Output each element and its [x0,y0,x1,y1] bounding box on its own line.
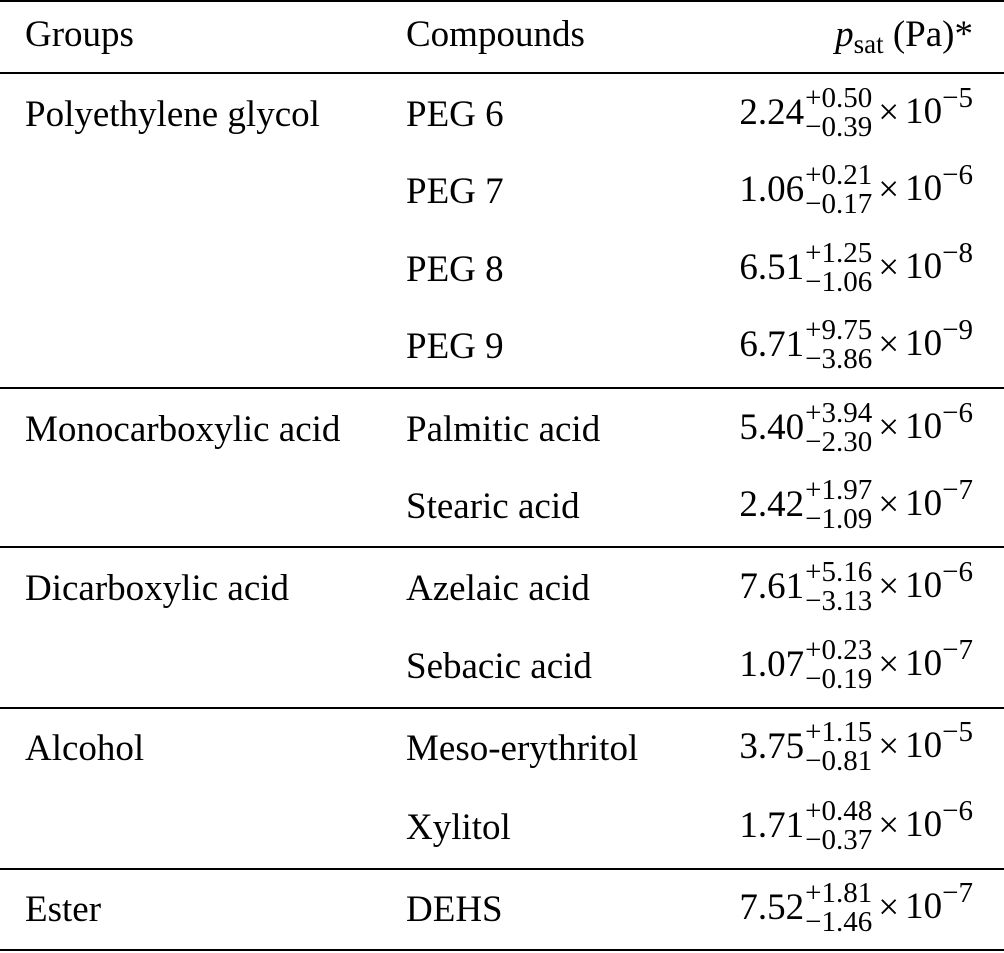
group-label: Ester [25,889,102,930]
compound-name: PEG 8 [406,249,504,290]
upper-error: +1.25 [805,237,873,269]
header-compounds: Compounds [406,14,585,55]
group-divider [0,868,1004,870]
base: 10 [905,804,943,845]
lower-error: −2.30 [805,426,873,458]
lower-error: −0.81 [805,745,873,777]
header-rule [0,72,1004,74]
compound-name: PEG 6 [406,94,504,135]
power-of-ten [905,716,973,768]
psat-value [739,558,973,616]
base: 10 [905,725,943,766]
group-label: Alcohol [25,728,145,769]
upper-error: +9.75 [805,314,873,346]
psat-value [739,797,973,855]
times-sign: × [878,407,900,448]
exponent: −8 [942,237,973,269]
base: 10 [905,91,943,132]
times-sign: × [878,887,900,928]
compound-name: Palmitic acid [406,409,601,450]
power-of-ten [905,82,973,134]
base: 10 [905,168,943,209]
exponent: −5 [942,82,973,114]
lower-error: −0.19 [805,663,873,695]
mantissa: 2.42 [739,484,805,525]
header-psat-symbol: p [835,14,854,55]
base: 10 [905,886,943,927]
top-rule [0,0,1004,2]
psat-value [739,239,973,297]
lower-error: −1.06 [805,266,873,298]
header-groups: Groups [25,14,134,55]
psat-value [739,476,973,534]
upper-error: +1.15 [805,716,873,748]
times-sign: × [878,484,900,525]
group-label: Polyethylene glycol [25,94,320,135]
upper-error: +1.97 [805,474,873,506]
exponent: −6 [942,556,973,588]
power-of-ten [905,556,973,608]
power-of-ten [905,314,973,366]
times-sign: × [878,644,900,685]
lower-error: −3.13 [805,585,873,617]
header-psat-unit: (Pa)* [883,14,973,55]
mantissa: 1.06 [739,169,805,210]
error-bounds [805,239,872,297]
mantissa: 6.51 [739,247,805,288]
power-of-ten [905,795,973,847]
error-bounds [805,399,872,457]
exponent: −5 [942,716,973,748]
mantissa: 1.71 [739,805,805,846]
compound-name: PEG 9 [406,326,504,367]
base: 10 [905,323,943,364]
times-sign: × [878,247,900,288]
error-bounds [805,797,872,855]
psat-value [739,636,973,694]
upper-error: +0.21 [805,159,873,191]
error-bounds [805,636,872,694]
power-of-ten [905,159,973,211]
power-of-ten [905,634,973,686]
psat-value [739,879,973,937]
mantissa: 1.07 [739,644,805,685]
error-bounds [805,161,872,219]
psat-value [739,316,973,374]
group-divider [0,707,1004,709]
base: 10 [905,643,943,684]
group-label: Dicarboxylic acid [25,568,290,609]
compound-name: PEG 7 [406,171,504,212]
base: 10 [905,483,943,524]
psat-value [739,399,973,457]
header-psat [835,15,973,57]
mantissa: 5.40 [739,407,805,448]
exponent: −7 [942,474,973,506]
base: 10 [905,246,943,287]
mantissa: 6.71 [739,324,805,365]
error-bounds [805,84,872,142]
compound-name: DEHS [406,889,503,930]
mantissa: 2.24 [739,92,805,133]
exponent: −7 [942,634,973,666]
lower-error: −0.37 [805,824,873,856]
exponent: −6 [942,159,973,191]
error-bounds [805,558,872,616]
base: 10 [905,406,943,447]
exponent: −6 [942,397,973,429]
compound-name: Azelaic acid [406,568,590,609]
psat-value [739,718,973,776]
compound-name: Meso-erythritol [406,728,639,769]
lower-error: −0.39 [805,111,873,143]
group-divider [0,546,1004,548]
mantissa: 3.75 [739,726,805,767]
exponent: −9 [942,314,973,346]
exponent: −7 [942,877,973,909]
mantissa: 7.52 [739,887,805,928]
lower-error: −3.86 [805,343,873,375]
bottom-rule [0,949,1004,951]
group-divider [0,387,1004,389]
compound-name: Sebacic acid [406,646,592,687]
error-bounds [805,316,872,374]
times-sign: × [878,566,900,607]
compound-name: Stearic acid [406,486,580,527]
power-of-ten [905,474,973,526]
lower-error: −0.17 [805,188,873,220]
upper-error: +0.50 [805,82,873,114]
times-sign: × [878,169,900,210]
lower-error: −1.46 [805,906,873,938]
exponent: −6 [942,795,973,827]
psat-value [739,84,973,142]
group-label: Monocarboxylic acid [25,409,341,450]
upper-error: +0.23 [805,634,873,666]
power-of-ten [905,397,973,449]
upper-error: +5.16 [805,556,873,588]
power-of-ten [905,237,973,289]
header-psat-subscript: sat [853,29,884,59]
base: 10 [905,565,943,606]
upper-error: +0.48 [805,795,873,827]
error-bounds [805,718,872,776]
lower-error: −1.09 [805,503,873,535]
error-bounds [805,879,872,937]
times-sign: × [878,92,900,133]
times-sign: × [878,805,900,846]
times-sign: × [878,726,900,767]
times-sign: × [878,324,900,365]
upper-error: +3.94 [805,397,873,429]
psat-value [739,161,973,219]
power-of-ten [905,877,973,929]
compound-name: Xylitol [406,807,511,848]
upper-error: +1.81 [805,877,873,909]
mantissa: 7.61 [739,566,805,607]
error-bounds [805,476,872,534]
